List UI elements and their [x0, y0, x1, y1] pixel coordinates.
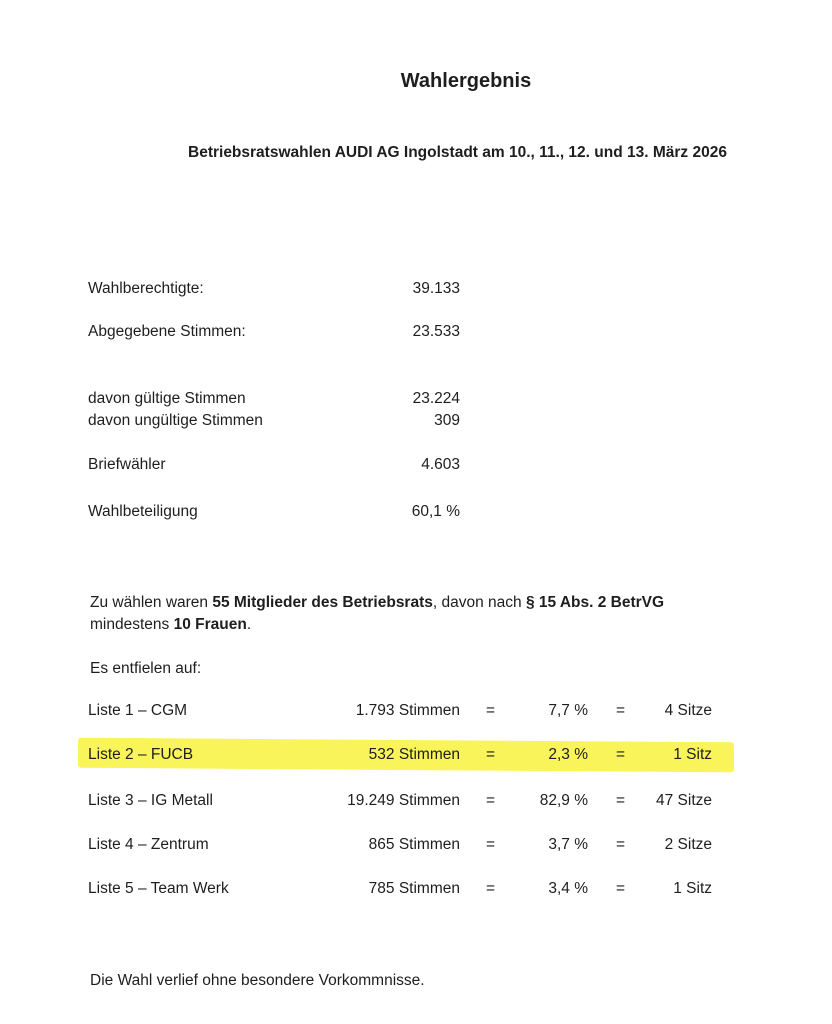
election-info-paragraph: [90, 592, 664, 636]
equals-sign: =: [486, 836, 496, 853]
list-name: Liste 4 – Zentrum: [88, 836, 209, 853]
paragraph-women: 10 Frauen: [173, 616, 247, 633]
list-votes: 785 Stimmen: [368, 880, 460, 897]
paragraph-text: mindestens: [90, 616, 174, 633]
stat-value: 39.133: [412, 280, 460, 297]
result-row-liste-1: [0, 702, 832, 726]
list-percent: 2,3 %: [548, 746, 588, 763]
stat-label: Wahlberechtigte:: [88, 280, 204, 297]
list-votes: 19.249 Stimmen: [347, 792, 460, 809]
stat-value: 23.533: [412, 323, 460, 340]
equals-sign: =: [616, 880, 626, 897]
stat-label: davon ungültige Stimmen: [88, 412, 263, 429]
paragraph-text: Zu wählen waren: [90, 594, 213, 611]
result-row-liste-2: [0, 746, 832, 770]
paragraph-text: .: [246, 616, 252, 633]
equals-sign: =: [616, 836, 626, 853]
stat-label: davon gültige Stimmen: [88, 390, 246, 407]
equals-sign: =: [486, 880, 496, 897]
list-name: Liste 5 – Team Werk: [88, 880, 229, 897]
result-row-liste-4: [0, 836, 832, 860]
document-subtitle: Betriebsratswahlen AUDI AG Ingolstadt am 10., 11., 12. und 13. März 2026: [188, 144, 727, 161]
equals-sign: =: [486, 702, 496, 719]
list-percent: 82,9 %: [539, 792, 588, 809]
list-seats: 47 Sitze: [655, 792, 712, 809]
equals-sign: =: [616, 702, 626, 719]
result-row-liste-3: [0, 792, 832, 816]
equals-sign: =: [486, 792, 496, 809]
list-seats: 1 Sitz: [673, 880, 712, 897]
list-seats: 1 Sitz: [673, 746, 712, 763]
stat-value: 4.603: [421, 456, 460, 473]
list-name: Liste 3 – IG Metall: [88, 792, 213, 809]
closing-statement: Die Wahl verlief ohne besondere Vorkommnisse.: [90, 972, 425, 989]
result-row-liste-5: [0, 880, 832, 904]
list-votes: 865 Stimmen: [368, 836, 460, 853]
stat-label: Wahlbeteiligung: [88, 503, 198, 520]
equals-sign: =: [616, 792, 626, 809]
list-percent: 3,7 %: [548, 836, 588, 853]
paragraph-members: 55 Mitglieder des Betriebsrats: [212, 594, 433, 611]
list-name: Liste 2 – FUCB: [88, 746, 194, 763]
list-name: Liste 1 – CGM: [88, 702, 188, 719]
stat-value: 309: [434, 412, 460, 429]
equals-sign: =: [486, 746, 496, 763]
stat-value: 23.224: [412, 390, 460, 407]
list-votes: 1.793 Stimmen: [355, 702, 460, 719]
stat-value: 60,1 %: [411, 503, 460, 520]
stat-label: Abgegebene Stimmen:: [88, 323, 246, 340]
list-seats: 4 Sitze: [664, 702, 712, 719]
stat-label: Briefwähler: [88, 456, 166, 473]
allocated-label: Es entfielen auf:: [90, 660, 202, 677]
list-percent: 3,4 %: [548, 880, 588, 897]
list-percent: 7,7 %: [548, 702, 588, 719]
paragraph-law: § 15 Abs. 2 BetrVG: [525, 594, 665, 611]
equals-sign: =: [616, 746, 626, 763]
paragraph-text: , davon nach: [432, 594, 526, 611]
list-votes: 532 Stimmen: [368, 746, 460, 763]
list-seats: 2 Sitze: [664, 836, 712, 853]
document-title: Wahlergebnis: [400, 70, 532, 92]
